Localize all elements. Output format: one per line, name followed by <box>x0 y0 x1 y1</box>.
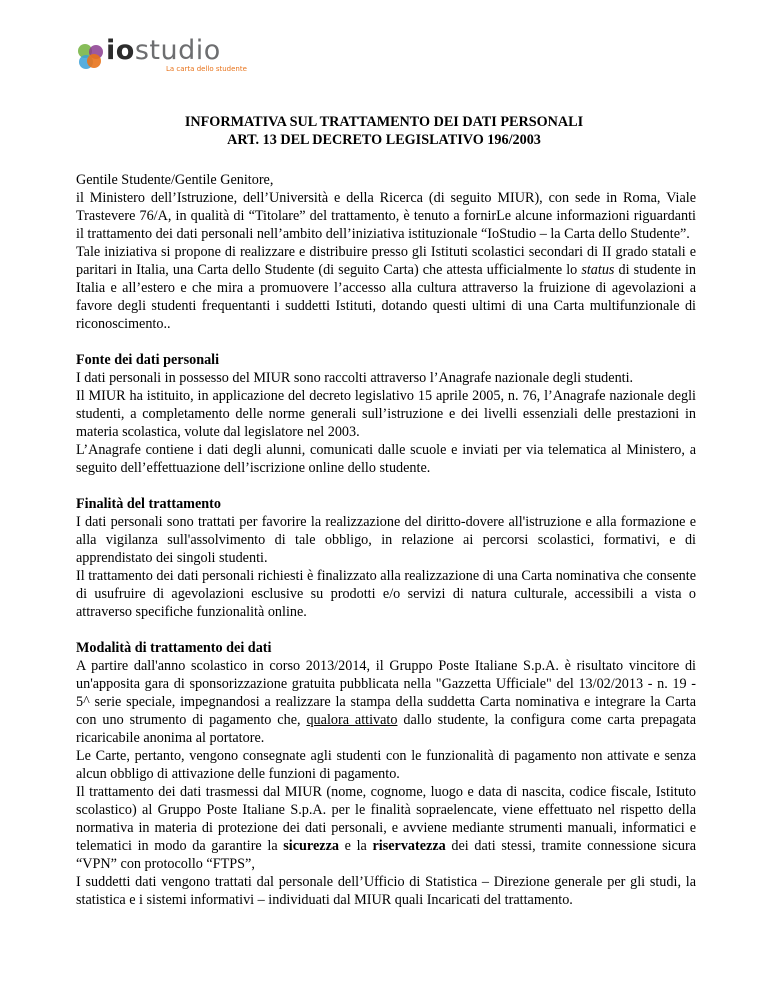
intro-paragraph-1: il Ministero dell’Istruzione, dell’Università e della Ricerca (di seguito MIUR), con sede in Roma, Viale Trastevere 76/A, in qualità di “Titolare” del trattamento, è tenuto a fornirLe alcune informazioni riguardanti il trattamento dei dati personali nell’ambito dell’iniziativa istituzionale “IoStudio – la Carta dello Studente”. <box>76 190 696 242</box>
modalita-p3-text-end: dei dati stessi, tramite connessione sicura “VPN” con protocollo “FTPS”, <box>76 838 696 872</box>
bold-riservatezza: riservatezza <box>372 838 446 854</box>
modalita-p3-mid: e la <box>338 838 373 854</box>
title-line-2: ART. 13 DEL DECRETO LEGISLATIVO 196/2003 <box>227 132 541 148</box>
logo-studio: studio <box>134 35 221 66</box>
modalita-paragraph-4: I suddetti dati vengono trattati dal personale dell’Ufficio di Statistica – Direzione generale per gli studi, la statistica e i sistemi informativi – individuati dal MIUR quali Incaricati del trattamento. <box>76 874 696 908</box>
underlined-text: qualora attivato <box>306 712 398 728</box>
logo-tagline: La carta dello studente <box>166 65 247 73</box>
logo-circles-icon <box>76 42 106 72</box>
logo-io: io <box>106 35 135 66</box>
bold-sicurezza: sicurezza <box>283 838 339 854</box>
modalita-paragraph-2: Le Carte, pertanto, vengono consegnate agli studenti con le funzionalità di pagamento non attivate e senza alcun obbligo di attivazione delle funzioni di pagamento. <box>76 748 696 782</box>
status-italic: status <box>581 262 615 278</box>
iostudio-logo <box>76 35 247 76</box>
greeting: Gentile Studente/Gentile Genitore, <box>76 172 274 188</box>
fonte-paragraph-1: I dati personali in possesso del MIUR sono raccolti attraverso l’Anagrafe nazionale degli studenti. <box>76 370 634 386</box>
fonte-paragraph-2: Il MIUR ha istituito, in applicazione del decreto legislativo 15 aprile 2005, n. 76, l’Anagrafe nazionale degli studenti, a completamento delle norme generali sull’istruzione e dei livelli essenziali delle prestazioni in materia scolastica, volute dal legislatore nel 2003. <box>76 388 696 440</box>
modalita-paragraph-3 <box>76 783 696 873</box>
modalita-p1-text: A partire dall'anno scolastico in corso 2013/2014, il Gruppo Poste Italiane S.p.A. è risultato vincitore di un'apposita gara di sponsorizzazione gratuita pubblicata nella "Gazzetta Ufficiale" del 13/02/2013 - n. 19 - 5^ serie speciale, impegnandosi a realizzare la stampa della suddetta Carta nominativa e integrare la Carta con uno strumento di pagamento che, <box>76 658 696 728</box>
finalita-paragraph-1: I dati personali sono trattati per favorire la realizzazione del diritto-dovere all'istruzione e alla formazione e alla vigilanza sull'assolvimento di tale obbligo, in relazione ai percorsi scolastici, formativi, e di apprendistato dei singoli studenti. <box>76 514 696 566</box>
document-title <box>0 113 768 149</box>
finalita-heading: Finalità del trattamento <box>76 496 221 512</box>
title-line-1: INFORMATIVA SUL TRATTAMENTO DEI DATI PERSONALI <box>184 114 584 130</box>
modalita-p3-text: Il trattamento dei dati trasmessi dal MIUR (nome, cognome, luogo e data di nascita, codice fiscale, Istituto scolastico) al Gruppo Poste Italiane S.p.A. per le finalità sopraelencate, viene effettuato nel rispetto della normativa in materia di protezione dei dati personali, e avviene mediante strumenti manuali, informatici e telematici in modo da garantire la <box>76 784 696 854</box>
fonte-paragraph-3: L’Anagrafe contiene i dati degli alunni, comunicati dalle scuole e inviati per via telematica al Ministero, a seguito dell’effettuazione dell’iscrizione online dello studente. <box>76 442 696 476</box>
fonte-heading: Fonte dei dati personali <box>76 352 220 368</box>
intro-p2-text: Tale iniziativa si propone di realizzare e distribuire presso gli Istituti scolastici secondari di II grado statali e paritari in Italia, una Carta dello Studente (di seguito Carta) che attesta ufficialmente lo <box>76 244 696 278</box>
intro-paragraph-2 <box>76 243 696 333</box>
modalita-p1-text-end: dallo studente, la configura come carta prepagata ricaricabile anonima al portatore. <box>76 712 696 746</box>
modalita-heading: Modalità di trattamento dei dati <box>76 640 272 656</box>
finalita-paragraph-2: Il trattamento dei dati personali richiesti è finalizzato alla realizzazione di una Carta nominativa che consente di usufruire di agevolazioni esclusive su prodotti e/o servizi di natura culturale, accessibili a vista o attraverso specifiche funzionalità online. <box>76 568 696 620</box>
intro-p2-text-end: di studente in Italia e all’estero e che mira a promuovere l’accesso alla cultura attraverso la fruizione di agevolazioni a favore degli studenti frequentanti i suddetti Istituti, dotando questi ultimi di una Carta multifunzionale di riconoscimento.. <box>76 262 696 332</box>
modalita-paragraph-1 <box>76 657 696 747</box>
logo-wordmark <box>106 34 221 68</box>
document-body <box>76 171 696 909</box>
